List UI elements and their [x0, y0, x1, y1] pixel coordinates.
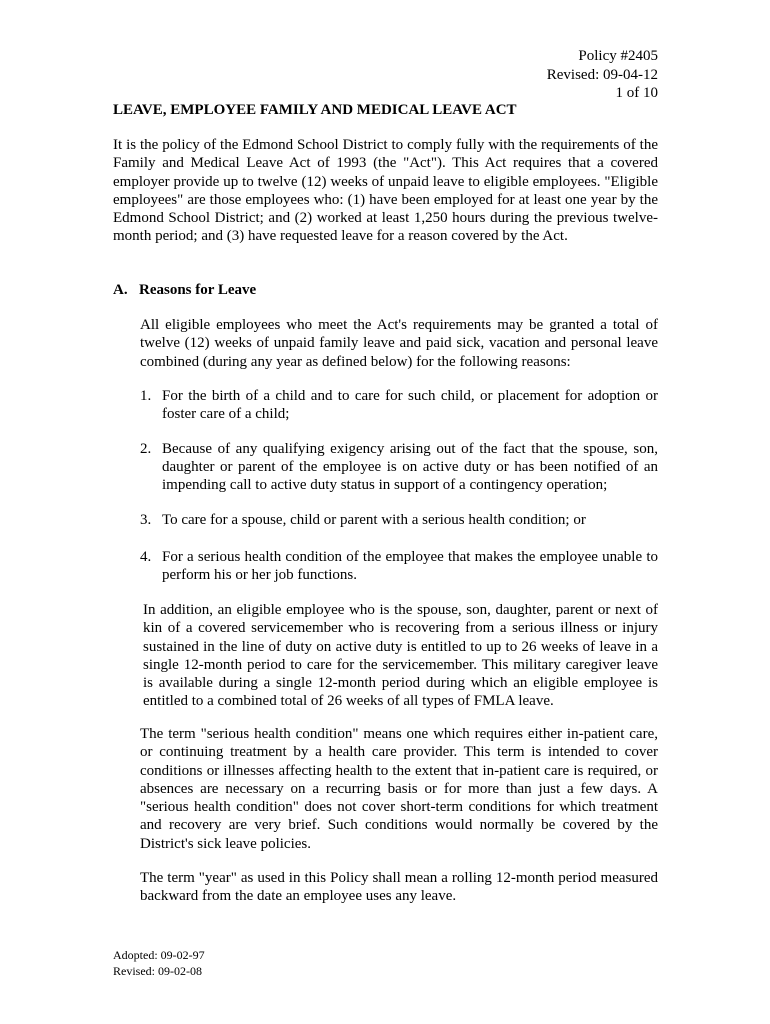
list-item [140, 440, 658, 495]
section-a-letter: A. [113, 282, 128, 298]
adopted-date: Adopted: 09-02-97 [113, 948, 205, 962]
intro-paragraph: It is the policy of the Edmond School District to comply fully with the requirements of the Family and Medical Leave Act of 1993 (the "Act"). This Act requires that a covered employer provide up to twelve (12) weeks of unpaid leave to eligible employees. "Eligible employees" are those employees who: (1) have been employed for at least one year by the Edmond School District; and (2) worked at least 1,250 hours during the previous twelve-month period; and (3) have requested leave for a reason covered by the Act. [113, 137, 658, 245]
revised-date: Revised: 09-04-12 [546, 66, 658, 83]
list-item-number: 1. [140, 388, 152, 404]
page-number: 1 of 10 [615, 85, 658, 101]
footer-dates [113, 947, 205, 979]
list-item-text: For a serious health condition of the employee that makes the employee unable to perform his or her job functions. [162, 548, 658, 584]
military-caregiver-paragraph: In addition, an eligible employee who is the spouse, son, daughter, parent or next of kin of a covered servicemember who is recovering from a serious illness or injury sustained in the line of duty on active duty is entitled to up to 26 weeks of leave in a single 12-month period to care for the servicemember. This military caregiver leave is available during a single 12-month period during which an eligible employee is entitled to a combined total of 26 weeks of all types of FMLA leave. [143, 602, 658, 710]
footer-revised-date: Revised: 09-02-08 [113, 964, 202, 978]
section-a-title: Reasons for Leave [139, 282, 257, 298]
serious-health-paragraph: The term "serious health condition" means one which requires either in-patient care, or continuing treatment by a health care provider. This term is intended to cover conditions or illnesses affecting health to the extent that in-patient care is required, or absences are necessary on a recurring basis or for more than just a few days. A "serious health condition" does not cover short-term conditions for which treatment and recovery are very brief. Such conditions would normally be covered by the District's sick leave policies. [140, 726, 658, 852]
reasons-list [140, 387, 658, 584]
list-item [140, 511, 658, 529]
list-item-text: For the birth of a child and to care for such child, or placement for adoption or foster care of a child; [162, 388, 658, 423]
policy-number: Policy #2405 [578, 48, 658, 64]
list-item [140, 548, 658, 585]
list-item-text: To care for a spouse, child or parent with a serious health condition; or [162, 512, 586, 529]
list-item [140, 387, 658, 424]
section-a-intro: All eligible employees who meet the Act's requirements may be granted a total of twelve (12) weeks of unpaid family leave and paid sick, vacation and personal leave combined (during any year as defined below) for the following reasons: [140, 317, 658, 370]
list-item-number: 2. [140, 440, 152, 457]
section-a-heading [113, 281, 256, 299]
document-title: LEAVE, EMPLOYEE FAMILY AND MEDICAL LEAVE ACT [113, 102, 517, 118]
list-item-number: 4. [140, 548, 152, 565]
year-definition-paragraph: The term "year" as used in this Policy shall mean a rolling 12-month period measured backward from the date an employee uses any leave. [140, 870, 658, 905]
list-item-text: Because of any qualifying exigency arising out of the fact that the spouse, son, daughter or parent of the employee is on active duty or has been notified of an impending call to active duty status in support of a contingency operation; [162, 440, 658, 494]
list-item-number: 3. [140, 512, 152, 529]
policy-header [547, 47, 658, 103]
